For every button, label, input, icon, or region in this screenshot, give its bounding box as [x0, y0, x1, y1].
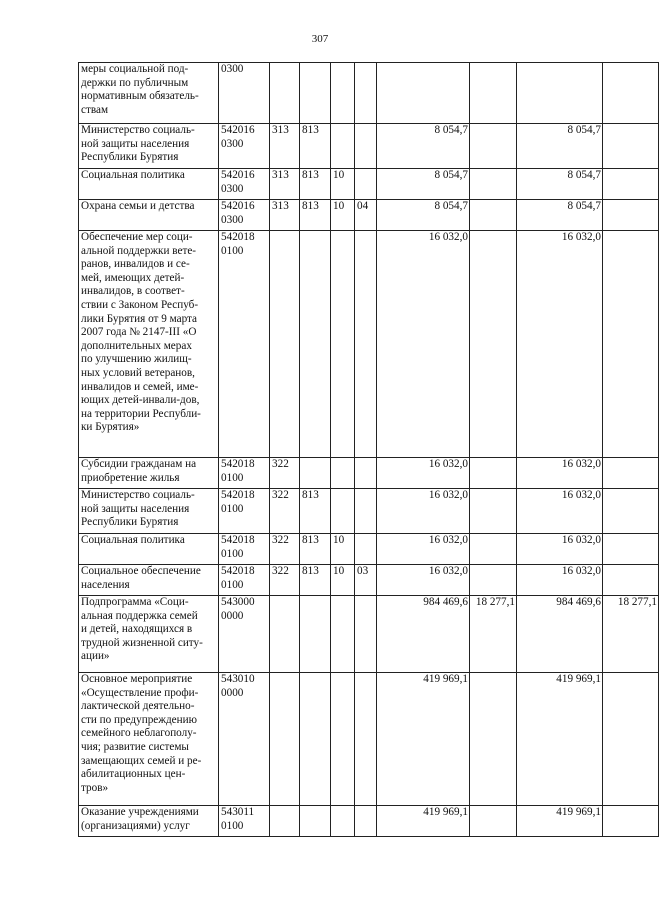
- row-c4: 04: [355, 200, 377, 231]
- row-v3: [517, 63, 603, 124]
- row-c1: [270, 63, 300, 124]
- row-c2: [300, 806, 331, 837]
- row-v2: [470, 200, 517, 231]
- row-code: 543010 0000: [219, 673, 270, 806]
- row-v1: 16 032,0: [377, 489, 470, 534]
- row-name: Социальная политика: [79, 169, 219, 200]
- row-c2: 813: [300, 534, 331, 565]
- row-c1: 322: [270, 489, 300, 534]
- row-c2: [300, 673, 331, 806]
- row-v1: 419 969,1: [377, 806, 470, 837]
- row-code: 543011 0100: [219, 806, 270, 837]
- table-row: [79, 596, 659, 673]
- row-code: 543000 0000: [219, 596, 270, 673]
- row-v4: [603, 458, 659, 489]
- row-c2: [300, 231, 331, 458]
- row-name: Охрана семьи и детства: [79, 200, 219, 231]
- table-row: [79, 806, 659, 837]
- row-c2: 813: [300, 124, 331, 169]
- row-c4: [355, 673, 377, 806]
- row-c1: [270, 596, 300, 673]
- row-v4: [603, 231, 659, 458]
- row-v4: 18 277,1: [603, 596, 659, 673]
- row-code: 542018 0100: [219, 458, 270, 489]
- row-c4: 03: [355, 565, 377, 596]
- row-name: Министерство социаль- ной защиты населения Республики Бурятия: [79, 489, 219, 534]
- row-v3: 16 032,0: [517, 534, 603, 565]
- row-v1: [377, 63, 470, 124]
- row-name: Социальное обеспечение населения: [79, 565, 219, 596]
- row-c3: [331, 231, 355, 458]
- row-c3: [331, 124, 355, 169]
- row-code: 542018 0100: [219, 231, 270, 458]
- row-v4: [603, 673, 659, 806]
- row-v4: [603, 63, 659, 124]
- row-v2: 18 277,1: [470, 596, 517, 673]
- row-c1: 313: [270, 200, 300, 231]
- row-v1: 8 054,7: [377, 169, 470, 200]
- row-name: Министерство социаль- ной защиты населения Республики Бурятия: [79, 124, 219, 169]
- row-v1: 16 032,0: [377, 565, 470, 596]
- row-v1: 8 054,7: [377, 124, 470, 169]
- row-name: Оказание учреждениями (организациями) услуг: [79, 806, 219, 837]
- row-v1: 8 054,7: [377, 200, 470, 231]
- row-v3: 8 054,7: [517, 124, 603, 169]
- row-c3: [331, 673, 355, 806]
- row-code: 0300: [219, 63, 270, 124]
- row-v3: 419 969,1: [517, 673, 603, 806]
- row-v4: [603, 169, 659, 200]
- row-c3: [331, 489, 355, 534]
- row-c4: [355, 458, 377, 489]
- row-c4: [355, 534, 377, 565]
- table-body: [79, 63, 659, 837]
- page-number: 307: [311, 33, 329, 45]
- row-v3: 16 032,0: [517, 458, 603, 489]
- row-v4: [603, 200, 659, 231]
- row-c3: 10: [331, 169, 355, 200]
- row-v3: 8 054,7: [517, 169, 603, 200]
- table-row: [79, 231, 659, 458]
- row-v2: [470, 458, 517, 489]
- row-v3: 984 469,6: [517, 596, 603, 673]
- row-v2: [470, 534, 517, 565]
- row-v3: 8 054,7: [517, 200, 603, 231]
- row-c4: [355, 596, 377, 673]
- row-c2: [300, 596, 331, 673]
- row-c1: [270, 673, 300, 806]
- row-c3: [331, 63, 355, 124]
- row-c2: 813: [300, 489, 331, 534]
- table-row: [79, 169, 659, 200]
- table-row: [79, 673, 659, 806]
- table-row: [79, 534, 659, 565]
- row-c1: 313: [270, 169, 300, 200]
- row-v3: 419 969,1: [517, 806, 603, 837]
- budget-table: [78, 62, 659, 837]
- row-c4: [355, 63, 377, 124]
- row-c3: [331, 458, 355, 489]
- row-name: Подпрограмма «Соци- альная поддержка семей и детей, находящихся в трудной жизненной ситу- ации»: [79, 596, 219, 673]
- row-c3: 10: [331, 534, 355, 565]
- row-v1: 16 032,0: [377, 231, 470, 458]
- row-c1: 322: [270, 534, 300, 565]
- row-name: Основное мероприятие «Осуществление профи- лактической деятельно- сти по предупреждению семейного неблагополу- чия; развитие системы замещающих семей и ре- абилитационных цен- тров»: [79, 673, 219, 806]
- row-v2: [470, 231, 517, 458]
- row-v2: [470, 565, 517, 596]
- row-name: Субсидии гражданам на приобретение жилья: [79, 458, 219, 489]
- row-code: 542018 0100: [219, 565, 270, 596]
- row-v2: [470, 169, 517, 200]
- row-c4: [355, 124, 377, 169]
- row-c1: [270, 806, 300, 837]
- row-c2: 813: [300, 200, 331, 231]
- row-code: 542018 0100: [219, 489, 270, 534]
- row-v2: [470, 124, 517, 169]
- row-v3: 16 032,0: [517, 565, 603, 596]
- row-code: 542018 0100: [219, 534, 270, 565]
- row-c2: 813: [300, 169, 331, 200]
- row-v4: [603, 534, 659, 565]
- row-v4: [603, 565, 659, 596]
- row-c2: 813: [300, 565, 331, 596]
- row-v2: [470, 489, 517, 534]
- row-c3: 10: [331, 200, 355, 231]
- row-v1: 984 469,6: [377, 596, 470, 673]
- row-c4: [355, 231, 377, 458]
- row-v2: [470, 673, 517, 806]
- row-v1: 419 969,1: [377, 673, 470, 806]
- row-v2: [470, 806, 517, 837]
- row-v1: 16 032,0: [377, 458, 470, 489]
- row-v4: [603, 806, 659, 837]
- row-c3: [331, 806, 355, 837]
- row-c3: [331, 596, 355, 673]
- row-c3: 10: [331, 565, 355, 596]
- table-row: [79, 565, 659, 596]
- table-row: [79, 63, 659, 124]
- row-c4: [355, 169, 377, 200]
- row-c1: [270, 231, 300, 458]
- table-row: [79, 124, 659, 169]
- row-c1: 313: [270, 124, 300, 169]
- row-code: 542016 0300: [219, 200, 270, 231]
- row-c2: [300, 63, 331, 124]
- row-name: Социальная политика: [79, 534, 219, 565]
- row-v2: [470, 63, 517, 124]
- row-v1: 16 032,0: [377, 534, 470, 565]
- row-c2: [300, 458, 331, 489]
- row-code: 542016 0300: [219, 169, 270, 200]
- row-v4: [603, 124, 659, 169]
- row-c4: [355, 806, 377, 837]
- row-c1: 322: [270, 565, 300, 596]
- row-v4: [603, 489, 659, 534]
- row-c1: 322: [270, 458, 300, 489]
- row-name: Обеспечение мер соци- альной поддержки вете- ранов, инвалидов и се- мей, имеющих детей- инвалидов, в соответ- ствии с Законом Респуб- лики Бурятия от 9 марта 2007 года № 2147-III «О дополнительных мерах по улучшению жилищ- ных условий ветеранов, инвалидов и семей, име- ющих детей-инвали-дов, на территории Республи- ки Бурятия»: [79, 231, 219, 458]
- table-row: [79, 489, 659, 534]
- row-code: 542016 0300: [219, 124, 270, 169]
- row-name: меры социальной под- держки по публичным нормативным обязатель- ствам: [79, 63, 219, 124]
- row-c4: [355, 489, 377, 534]
- table-row: [79, 200, 659, 231]
- table-row: [79, 458, 659, 489]
- row-v3: 16 032,0: [517, 489, 603, 534]
- row-v3: 16 032,0: [517, 231, 603, 458]
